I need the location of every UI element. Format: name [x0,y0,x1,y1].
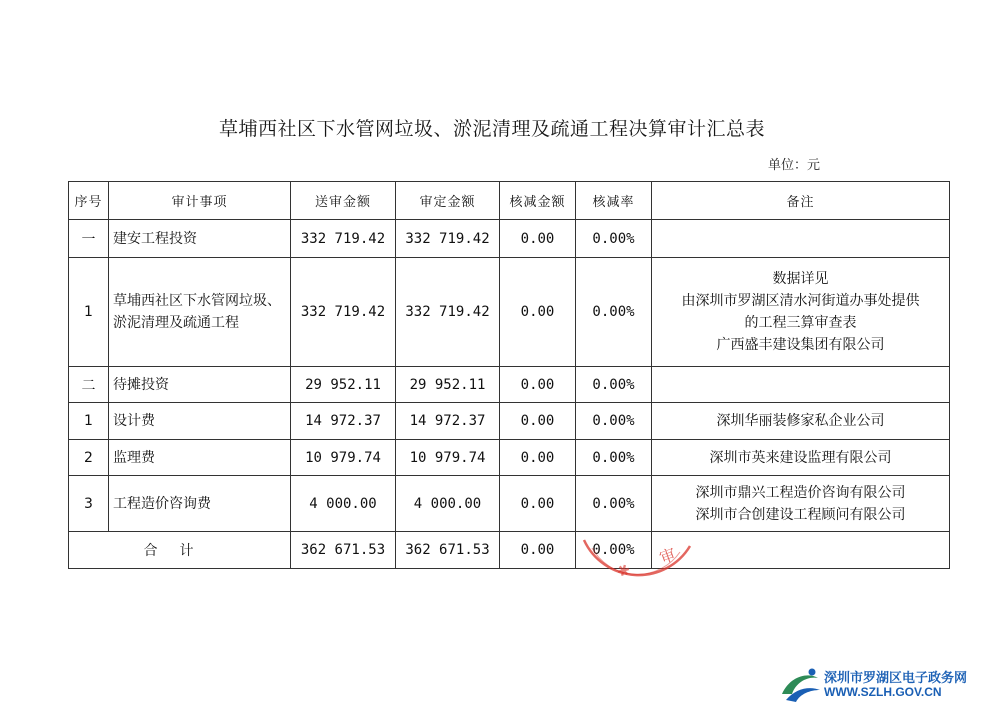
header-reduction: 核减金额 [500,182,576,220]
row-rate: 0.00% [576,258,652,367]
table-row [69,403,950,440]
row-remark [652,258,950,367]
row-reduction: 0.00 [500,403,576,440]
total-label: 合计 [69,532,291,569]
total-submitted: 362 671.53 [291,532,396,569]
row-submitted: 332 719.42 [291,258,396,367]
remark-line: 的工程三算审查表 [744,315,857,331]
watermark-url: WWW.SZLH.GOV.CN [824,685,942,699]
header-item: 审计事项 [109,182,291,220]
remark-line: 深圳市合创建设工程顾问有限公司 [695,506,906,523]
row-remark [652,476,950,532]
table-row [69,440,950,476]
watermark-name: 深圳市罗湖区电子政务网 [824,671,968,686]
site-watermark [778,664,978,706]
row-submitted: 14 972.37 [291,403,396,440]
row-rate: 0.00% [576,440,652,476]
row-approved: 332 719.42 [396,220,500,258]
row-remark [652,367,950,403]
remark-line: 深圳市英来建设监理有限公司 [709,449,892,466]
row-rate: 0.00% [576,476,652,532]
row-remark [652,220,950,258]
luohu-logo-icon [778,664,822,706]
header-approved: 审定金额 [396,182,500,220]
remark-line: 广西盛丰建设集团有限公司 [716,337,885,353]
row-submitted: 4 000.00 [291,476,396,532]
row-reduction: 0.00 [500,220,576,258]
row-seq: 3 [69,476,109,532]
row-item: 工程造价咨询费 [109,476,291,532]
row-remark [652,403,950,440]
row-submitted: 10 979.74 [291,440,396,476]
row-approved: 332 719.42 [396,258,500,367]
table-row [69,258,950,367]
row-rate: 0.00% [576,367,652,403]
row-item: 草埔西社区下水管网垃圾、淤泥清理及疏通工程 [109,258,291,367]
remark-line: 深圳华丽装修家私企业公司 [716,413,885,429]
table-header-row [69,182,950,220]
svg-text:✱: ✱ [614,560,632,582]
row-approved: 10 979.74 [396,440,500,476]
remark-line: 数据详见 [772,271,829,287]
row-seq: 1 [69,258,109,367]
row-reduction: 0.00 [500,258,576,367]
row-approved: 29 952.11 [396,367,500,403]
row-item: 待摊投资 [109,367,291,403]
row-submitted: 332 719.42 [291,220,396,258]
row-item: 建安工程投资 [109,220,291,258]
table-row [69,367,950,403]
row-reduction: 0.00 [500,476,576,532]
total-remark [652,532,950,569]
document-title: 草埔西社区下水管网垃圾、淤泥清理及疏通工程决算审计汇总表 [218,118,765,140]
header-rate: 核减率 [576,182,652,220]
row-seq: 1 [69,403,109,440]
row-item: 设计费 [109,403,291,440]
row-item: 监理费 [109,440,291,476]
total-approved: 362 671.53 [396,532,500,569]
row-rate: 0.00% [576,403,652,440]
remark-line: 深圳市鼎兴工程造价咨询有限公司 [695,484,906,501]
row-remark [652,440,950,476]
row-seq: 二 [69,367,109,403]
total-row [69,532,950,569]
row-seq: 2 [69,440,109,476]
remark-line: 由深圳市罗湖区清水河街道办事处提供 [681,293,920,309]
header-remark: 备注 [652,182,950,220]
header-submitted: 送审金额 [291,182,396,220]
total-rate: 0.00% [576,532,652,569]
row-reduction: 0.00 [500,367,576,403]
table-row [69,476,950,532]
unit-label: 单位：元 [768,158,821,173]
header-seq: 序号 [69,182,109,220]
seal-stamp-text: 审 [656,544,679,568]
audit-summary-table [68,181,950,569]
row-reduction: 0.00 [500,440,576,476]
row-approved: 4 000.00 [396,476,500,532]
row-approved: 14 972.37 [396,403,500,440]
table-row [69,220,950,258]
row-seq: 一 [69,220,109,258]
total-reduction: 0.00 [500,532,576,569]
row-submitted: 29 952.11 [291,367,396,403]
row-rate: 0.00% [576,220,652,258]
